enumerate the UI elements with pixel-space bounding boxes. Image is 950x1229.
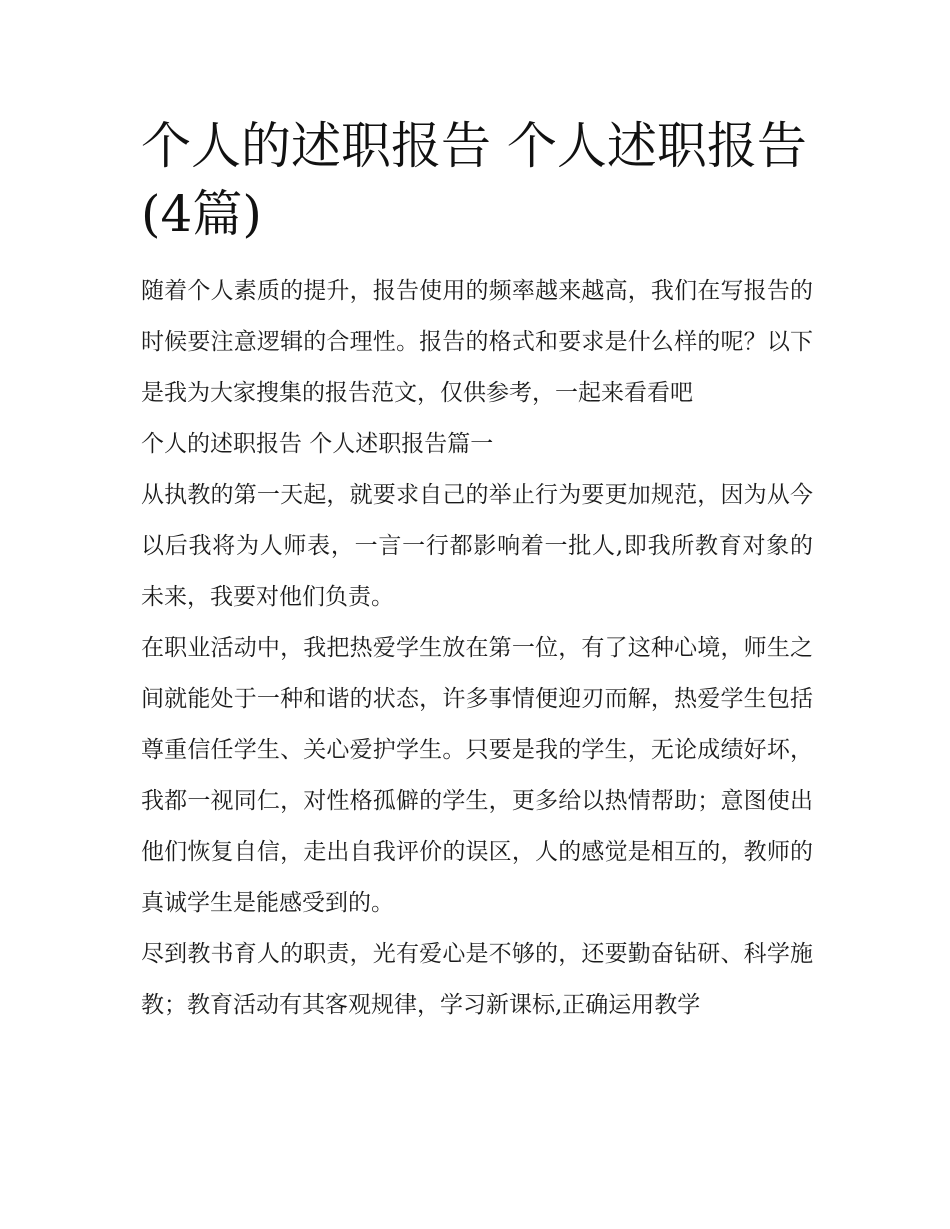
document-body (141, 112, 813, 1031)
body-paragraph-1: 从执教的第一天起，就要求自己的举止行为要更加规范，因为从今以后我将为人师表，一言一行都影响着一批人,即我所教育对象的未来，我要对他们负责。 (141, 482, 813, 610)
intro-paragraph: 随着个人素质的提升，报告使用的频率越来越高，我们在写报告的时候要注意逻辑的合理性。报告的格式和要求是什么样的呢？以下是我为大家搜集的报告范文，仅供参考，一起来看看吧 (141, 278, 813, 406)
section-heading: 个人的述职报告 个人述职报告篇一 (141, 431, 494, 457)
document-title: 个人的述职报告 个人述职报告(4篇) (141, 117, 807, 243)
body-paragraph-2: 在职业活动中，我把热爱学生放在第一位，有了这种心境，师生之间就能处于一种和谐的状态，许多事情便迎刃而解，热爱学生包括尊重信任学生、关心爱护学生。只要是我的学生，无论成绩好坏，我都一视同仁，对性格孤僻的学生，更多给以热情帮助；意图使出他们恢复自信，走出自我评价的误区，人的感觉是相互的，教师的真诚学生是能感受到的。 (141, 635, 813, 916)
body-paragraph-3: 尽到教书育人的职责，光有爱心是不够的，还要勤奋钻研、科学施教；教育活动有其客观规律，学习新课标,正确运用教学 (141, 941, 813, 1018)
